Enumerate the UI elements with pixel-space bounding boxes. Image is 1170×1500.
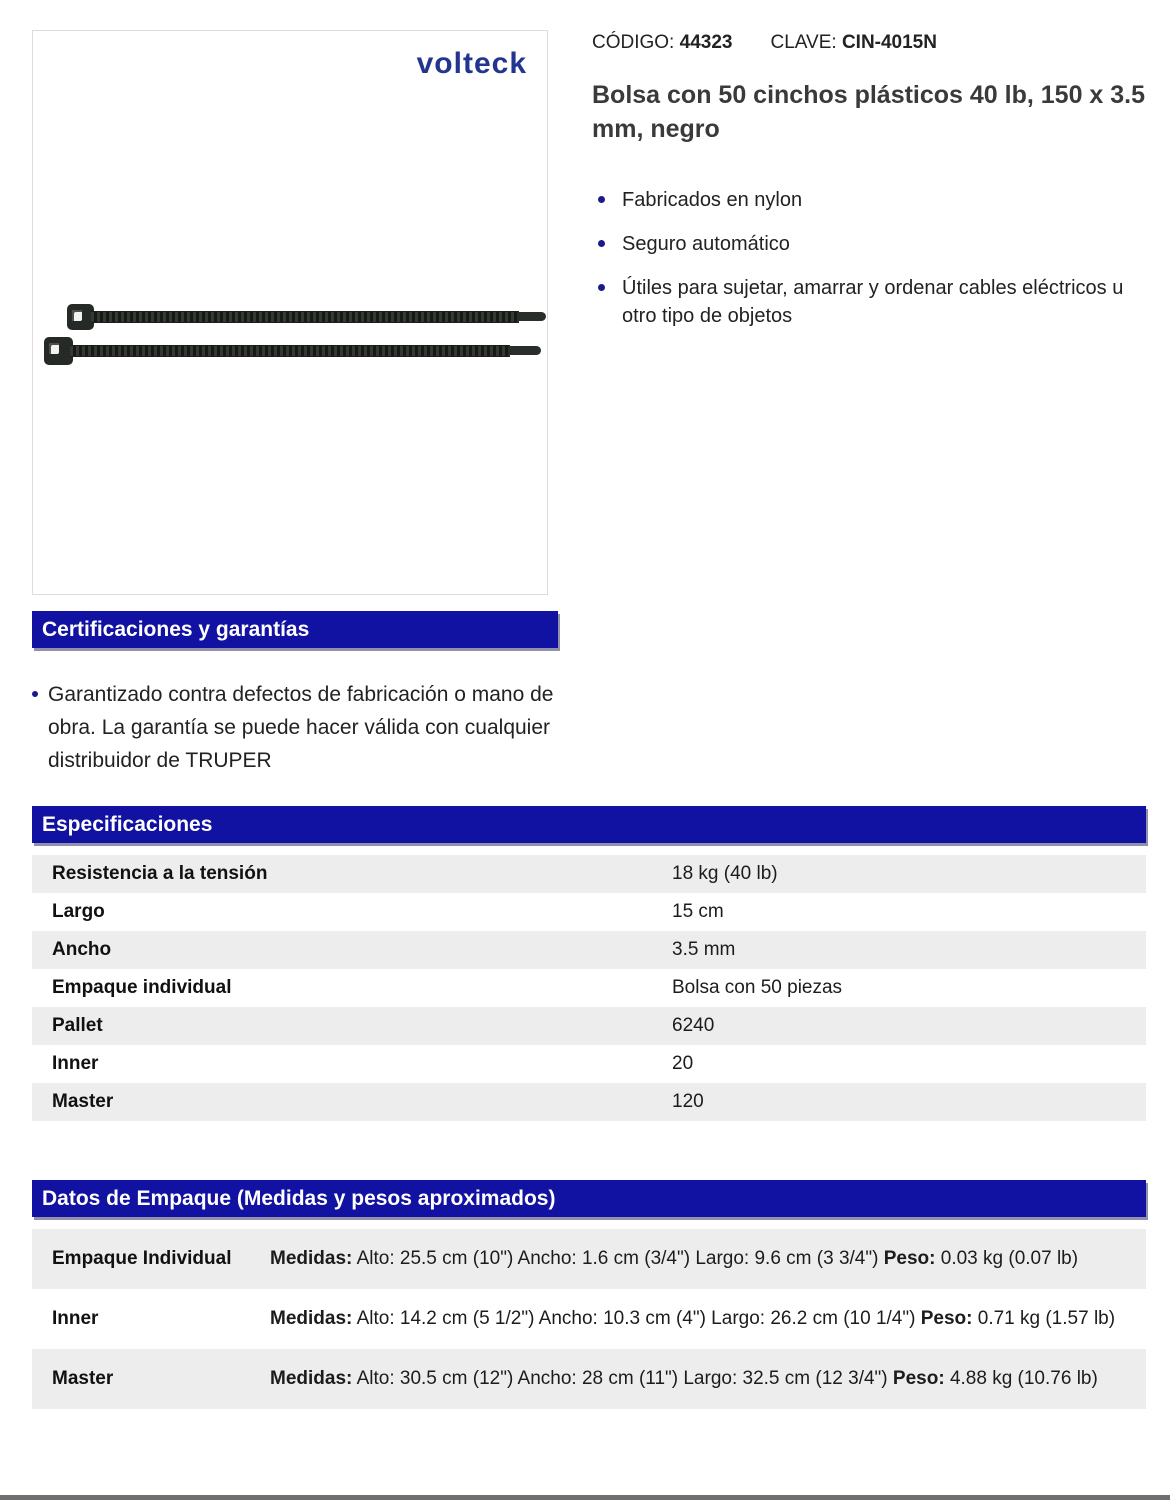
table-row: [32, 893, 1146, 931]
feature-text: Seguro automático: [622, 233, 790, 255]
bullet-icon: [598, 240, 605, 247]
spec-label: Resistencia a la tensión: [52, 863, 268, 884]
pack-content: [270, 1306, 1146, 1332]
footer-divider-bar: [0, 1495, 1170, 1500]
specifications-section: [32, 806, 1146, 1121]
feature-text: Fabricados en nylon: [622, 189, 803, 211]
table-row: [32, 931, 1146, 969]
medidas-label: Medidas:: [270, 1308, 353, 1329]
peso-label: Peso:: [892, 1368, 945, 1389]
peso-label: Peso:: [920, 1308, 973, 1329]
bullet-icon: [598, 196, 605, 203]
table-row: [32, 1229, 1146, 1289]
volteck-logo: volteck: [416, 47, 527, 80]
spec-label: Inner: [52, 1053, 99, 1074]
certifications-header: Certificaciones y garantías: [32, 611, 558, 648]
medidas-label: Medidas:: [270, 1248, 353, 1269]
certification-list: [32, 678, 558, 777]
peso-value: 4.88 kg (10.76 lb): [949, 1368, 1098, 1389]
peso-value: 0.71 kg (1.57 lb): [977, 1308, 1116, 1329]
table-row: [32, 1083, 1146, 1121]
certifications-section: [32, 611, 558, 777]
clave-label: CLAVE:: [770, 32, 837, 53]
packaging-header: Datos de Empaque (Medidas y pesos aproximados): [32, 1180, 1146, 1217]
certification-item: [32, 678, 558, 777]
feature-item: [592, 274, 1148, 330]
cable-tie-tip: [508, 346, 541, 355]
spec-label: Empaque individual: [52, 977, 232, 998]
cable-tie-head: [44, 337, 73, 365]
clave-value: CIN-4015N: [841, 32, 937, 53]
product-title: Bolsa con 50 cinchos plásticos 40 lb, 150 x 3.5 mm, negro: [592, 81, 1146, 143]
spec-value: 20: [672, 1053, 694, 1074]
medidas-value: Alto: 30.5 cm (12") Ancho: 28 cm (11") Largo: 32.5 cm (12 3/4"): [356, 1368, 888, 1389]
peso-value: 0.03 kg (0.07 lb): [940, 1248, 1079, 1269]
specifications-table: [32, 855, 1146, 1121]
codigo-label: CÓDIGO:: [592, 32, 675, 53]
spec-label: Largo: [52, 901, 105, 922]
pack-label: Empaque Individual: [52, 1248, 232, 1269]
feature-item: [592, 186, 1148, 214]
bullet-icon: [598, 284, 605, 291]
spec-value: Bolsa con 50 piezas: [672, 977, 843, 998]
pack-label: Master: [52, 1368, 114, 1389]
medidas-label: Medidas:: [270, 1368, 353, 1389]
table-row: [32, 1045, 1146, 1083]
spec-label: Ancho: [52, 939, 112, 960]
medidas-value: Alto: 25.5 cm (10") Ancho: 1.6 cm (3/4") Largo: 9.6 cm (3 3/4"): [356, 1248, 879, 1269]
cable-tie-image-bottom: [33, 304, 549, 399]
table-row: [32, 969, 1146, 1007]
cable-tie-strap: [70, 345, 510, 357]
spec-value: 3.5 mm: [672, 939, 736, 960]
product-info-column: [592, 32, 1148, 346]
spec-value: 120: [672, 1091, 704, 1112]
codigo-value: 44323: [679, 32, 733, 53]
spec-label: Master: [52, 1091, 114, 1112]
bullet-icon: [32, 691, 38, 697]
feature-list: [592, 186, 1148, 330]
spec-value: 15 cm: [672, 901, 724, 922]
product-image-box: [32, 30, 548, 595]
feature-item: [592, 230, 1148, 258]
table-row: [32, 855, 1146, 893]
pack-label: Inner: [52, 1308, 99, 1329]
spec-value: 18 kg (40 lb): [672, 863, 778, 884]
table-row: [32, 1007, 1146, 1045]
medidas-value: Alto: 14.2 cm (5 1/2") Ancho: 10.3 cm (4") Largo: 26.2 cm (10 1/4"): [356, 1308, 916, 1329]
peso-label: Peso:: [883, 1248, 936, 1269]
certification-text: Garantizado contra defectos de fabricación o mano de obra. La garantía se puede hacer válida con cualquier distribuidor de TRUPER: [48, 683, 554, 772]
spec-label: Pallet: [52, 1015, 103, 1036]
spec-value: 6240: [672, 1015, 715, 1036]
pack-content: [270, 1246, 1146, 1272]
product-codes: [592, 32, 1148, 54]
table-row: [32, 1289, 1146, 1349]
codigo: [592, 32, 732, 53]
clave: [770, 32, 937, 53]
feature-text: Útiles para sujetar, amarrar y ordenar cables eléctricos u otro tipo de objetos: [622, 277, 1124, 327]
table-row: [32, 1349, 1146, 1409]
pack-content: [270, 1366, 1146, 1392]
specifications-header: Especificaciones: [32, 806, 1146, 843]
packaging-section: [32, 1180, 1146, 1409]
packaging-table: [32, 1229, 1146, 1409]
